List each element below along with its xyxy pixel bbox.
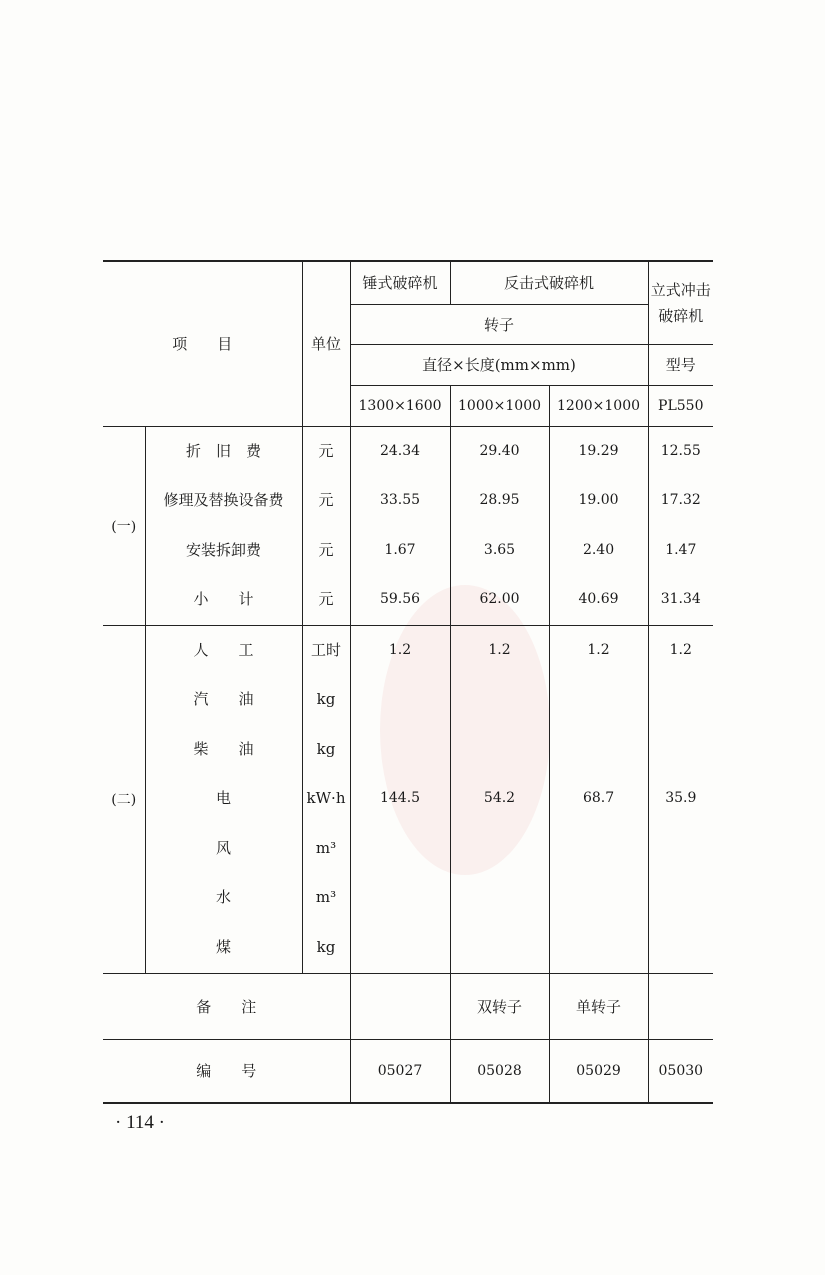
page-number: · 114 · <box>115 1112 165 1133</box>
group2-unit: kg <box>316 937 336 956</box>
group2-unit: kg <box>316 739 336 758</box>
remarks-col4 <box>648 973 713 1039</box>
value-cell: 29.40 <box>479 442 520 459</box>
value-cell: 33.55 <box>379 492 421 508</box>
value-cell: 59.56 <box>379 591 421 607</box>
group1-unit: 元 <box>318 540 334 559</box>
value-cell <box>351 923 450 973</box>
spec-col-2: 1000×1000 <box>450 385 549 426</box>
header-model: 型号 <box>648 344 713 385</box>
value-cell <box>550 675 648 725</box>
group2-item: 柴 油 <box>193 739 254 758</box>
group2-item: 人 工 <box>193 640 254 659</box>
group2-col2 <box>450 625 549 973</box>
value-cell <box>550 923 648 973</box>
value-cell <box>351 824 450 874</box>
value-cell: 68.7 <box>582 790 615 807</box>
header-item: 项 目 <box>103 261 302 426</box>
value-cell: 19.00 <box>578 492 619 508</box>
value-cell: 35.9 <box>665 790 697 807</box>
value-cell <box>550 873 648 923</box>
value-cell <box>451 923 549 973</box>
group1-unit: 元 <box>318 441 334 460</box>
value-cell: 40.69 <box>578 591 619 607</box>
machine-cost-table <box>103 260 713 1104</box>
value-cell: 1.2 <box>488 641 511 658</box>
group1-items <box>145 426 302 625</box>
value-cell: 1.2 <box>669 641 692 658</box>
value-cell: 1.2 <box>388 641 412 658</box>
value-cell <box>451 725 549 775</box>
group2-item: 风 <box>216 838 232 857</box>
value-cell <box>451 824 549 874</box>
value-cell: 28.95 <box>479 492 520 508</box>
group2-col4 <box>648 625 713 973</box>
value-cell: 144.5 <box>379 790 421 807</box>
value-cell: 19.29 <box>578 442 619 459</box>
group2-unit: kW·h <box>306 789 346 808</box>
value-cell <box>351 873 450 923</box>
group2-col3 <box>549 625 648 973</box>
group1-col4 <box>648 426 713 625</box>
remarks-col2: 双转子 <box>450 973 549 1039</box>
group2-col1 <box>350 625 450 973</box>
value-cell: 1.47 <box>665 541 697 558</box>
value-cell: 3.65 <box>483 541 516 558</box>
value-cell <box>649 923 714 973</box>
value-cell: 1.2 <box>587 641 610 658</box>
remarks-col3: 单转子 <box>549 973 648 1039</box>
value-cell <box>649 675 714 725</box>
group2-unit: kg <box>316 690 336 709</box>
code-label: 编 号 <box>103 1039 350 1103</box>
value-cell <box>351 725 450 775</box>
group2-unit: 工时 <box>311 640 342 659</box>
group1-item: 安装拆卸费 <box>186 540 262 559</box>
code-col4: 05030 <box>648 1039 713 1103</box>
value-cell <box>351 675 450 725</box>
group2-units <box>302 625 350 973</box>
value-cell: 31.34 <box>660 591 701 607</box>
group2-item: 电 <box>216 789 232 808</box>
value-cell <box>451 675 549 725</box>
group1-item: 折 旧 费 <box>186 441 262 460</box>
value-cell: 12.55 <box>660 442 701 459</box>
code-col2: 05028 <box>450 1039 549 1103</box>
group1-col3 <box>549 426 648 625</box>
value-cell <box>451 873 549 923</box>
remarks-col1 <box>350 973 450 1039</box>
group1-item: 修理及替换设备费 <box>163 491 284 509</box>
group2-item: 煤 <box>216 937 232 956</box>
group1-item: 小 计 <box>193 590 254 608</box>
code-col1: 05027 <box>350 1039 450 1103</box>
value-cell: 62.00 <box>479 591 520 607</box>
spec-col-3: 1200×1000 <box>549 385 648 426</box>
group1-col1 <box>350 426 450 625</box>
spec-col-1: 1300×1600 <box>350 385 450 426</box>
value-cell: 2.40 <box>582 541 615 558</box>
header-impact-crusher: 反击式破碎机 <box>450 261 648 304</box>
value-cell <box>550 725 648 775</box>
header-vertical-impact-crusher: 立式冲击破碎机 <box>648 261 713 344</box>
value-cell: 1.67 <box>384 541 416 558</box>
value-cell <box>649 873 714 923</box>
group1-units <box>302 426 350 625</box>
group2-label: (二) <box>103 625 145 973</box>
header-rotor: 转子 <box>350 304 648 344</box>
spec-col-4: PL550 <box>648 385 713 426</box>
code-col3: 05029 <box>549 1039 648 1103</box>
group2-item: 水 <box>216 888 232 907</box>
value-cell <box>649 725 714 775</box>
group1-label: (一) <box>103 426 145 625</box>
group1-unit: 元 <box>318 590 334 608</box>
value-cell <box>550 824 648 874</box>
value-cell: 17.32 <box>660 492 701 508</box>
value-cell: 24.34 <box>379 442 421 459</box>
header-unit: 单位 <box>302 261 350 426</box>
header-dimension: 直径×长度(mm×mm) <box>350 344 648 385</box>
value-cell <box>649 824 714 874</box>
group2-items <box>145 625 302 973</box>
group1-col2 <box>450 426 549 625</box>
group2-item: 汽 油 <box>193 690 254 709</box>
value-cell: 54.2 <box>483 790 516 807</box>
header-hammer-crusher: 锤式破碎机 <box>350 261 450 304</box>
group2-unit: m³ <box>315 888 337 907</box>
group1-unit: 元 <box>318 491 334 509</box>
remarks-label: 备 注 <box>103 973 350 1039</box>
group2-unit: m³ <box>315 838 337 857</box>
